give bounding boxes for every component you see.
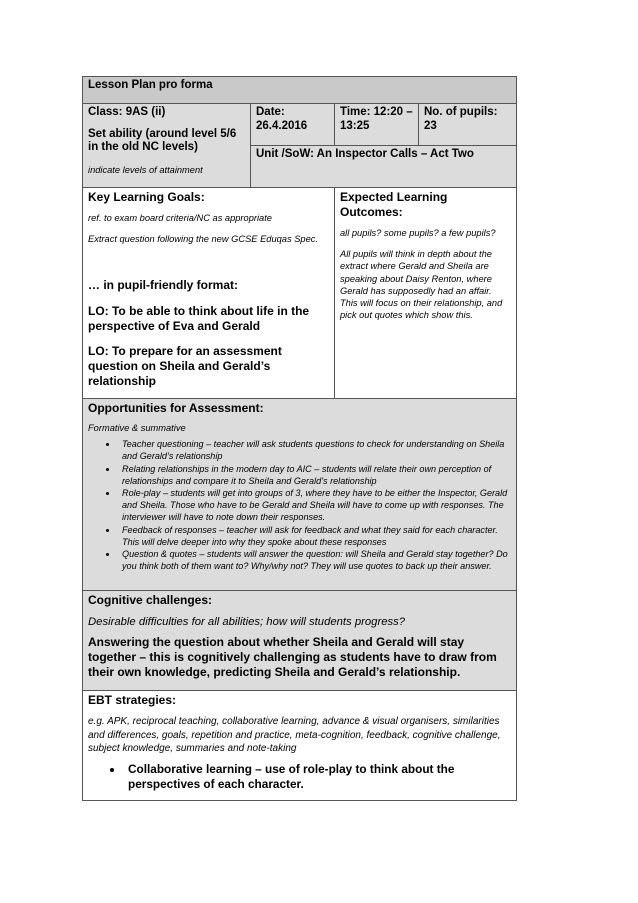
class-info-row bbox=[83, 104, 517, 146]
outcomes-heading: Expected Learning Outcomes: bbox=[340, 190, 448, 219]
ability-note: indicate levels of attainment bbox=[88, 164, 203, 175]
outcomes-text: All pupils will think in depth about the extract where Gerald and Sheila are speaking about Daisy Renton, where Gerald has supposedly had an affair. This will focus on their relationship, and pick out quotes which show this. bbox=[340, 249, 503, 321]
ebt-examples: e.g. APK, reciprocal teaching, collaborative learning, advance & visual organisers, similarities and differences, goals, repetition and practice, meta-cognition, feedback, cognitive challenge, subject knowledge, summaries and note-taking bbox=[88, 716, 501, 755]
list-item: • Relating relationships in the modern day to AIC – students will relate their own perception of relationships and compare it to Sheila and Gerald’s relationship bbox=[118, 463, 511, 487]
cognitive-heading: Cognitive challenges: bbox=[88, 593, 213, 607]
cognitive-answer: Answering the question about whether Sheila and Gerald will stay together – this is cognitively challenging as students have to draw from their own knowledge, predicting Sheila and Gerald’s relationship. bbox=[88, 635, 497, 679]
list-item: • Collaborative learning – use of role-play to think about the perspectives of each character. bbox=[124, 762, 511, 792]
goals-heading: Key Learning Goals: bbox=[88, 190, 205, 204]
page-title: Lesson Plan pro forma bbox=[88, 79, 213, 91]
goals-extract: Extract question following the new GCSE Eduqas Spec. bbox=[88, 234, 318, 245]
assessment-note: Formative & summative bbox=[88, 423, 186, 433]
outcomes-note: all pupils? some pupils? a few pupils? bbox=[340, 228, 496, 238]
cognitive-row bbox=[83, 591, 517, 691]
class-label: Class: 9AS (ii) bbox=[88, 106, 166, 118]
ebt-cell bbox=[83, 691, 517, 801]
ebt-heading: EBT strategies: bbox=[88, 693, 177, 707]
date-label: Date: bbox=[256, 106, 285, 118]
learning-objective-1: LO: To be able to think about life in the perspective of Eva and Gerald bbox=[88, 304, 310, 334]
learning-objective-2: LO: To prepare for an assessment question on Sheila and Gerald’s relationship bbox=[88, 344, 282, 389]
pupils-label: No. of pupils: bbox=[424, 106, 498, 118]
time-cell bbox=[335, 104, 419, 146]
header-row bbox=[83, 77, 517, 104]
lesson-plan-table bbox=[82, 76, 517, 801]
ebt-row bbox=[83, 691, 517, 801]
assessment-list bbox=[88, 438, 511, 572]
date-value: 26.4.2016 bbox=[256, 119, 308, 132]
goals-note: ref. to exam board criteria/NC as appropriate bbox=[88, 213, 272, 223]
list-item: • Question & quotes – students will answer the question: will Sheila and Gerald stay together? Do you think both of them want to? Why/why not? They will use quotes to back up their answer. bbox=[118, 548, 511, 572]
outcomes-cell bbox=[335, 188, 517, 399]
ability-label: Set ability (around level 5/6 in the old NC levels) bbox=[88, 127, 237, 153]
lesson-plan-sheet bbox=[82, 76, 516, 801]
unit-cell bbox=[251, 146, 517, 188]
pupils-value: 23 bbox=[424, 119, 437, 132]
ebt-list bbox=[88, 762, 511, 792]
list-item: • Teacher questioning – teacher will ask students questions to check for understanding on Sheila and Gerald’s relationship bbox=[118, 438, 511, 462]
list-item: • Role-play – students will get into groups of 3, where they have to be either the Inspector, Gerald and Sheila. Those who have to be Gerald and Sheila will have to come up with responses. The interviewer will have to note down their responses. bbox=[118, 487, 511, 524]
date-cell bbox=[251, 104, 335, 146]
time-label: Time: 12:20 – 13:25 bbox=[340, 106, 413, 132]
unit-label: Unit /SoW: An Inspector Calls – Act Two bbox=[256, 148, 474, 160]
assessment-cell bbox=[83, 399, 517, 591]
header-cell bbox=[83, 77, 517, 104]
class-cell bbox=[83, 104, 251, 188]
goals-cell bbox=[83, 188, 335, 399]
pupil-friendly-heading: … in pupil-friendly format: bbox=[88, 278, 238, 293]
pupils-cell bbox=[419, 104, 517, 146]
assessment-heading: Opportunities for Assessment: bbox=[88, 401, 264, 415]
goals-outcomes-row bbox=[83, 188, 517, 399]
cognitive-cell bbox=[83, 591, 517, 691]
assessment-row bbox=[83, 399, 517, 591]
cognitive-question: Desirable difficulties for all abilities; how will students progress? bbox=[88, 616, 406, 628]
list-item: • Feedback of responses – teacher will ask for feedback and what they said for each character. This will delve deeper into why they spoke about these responses bbox=[118, 524, 511, 548]
